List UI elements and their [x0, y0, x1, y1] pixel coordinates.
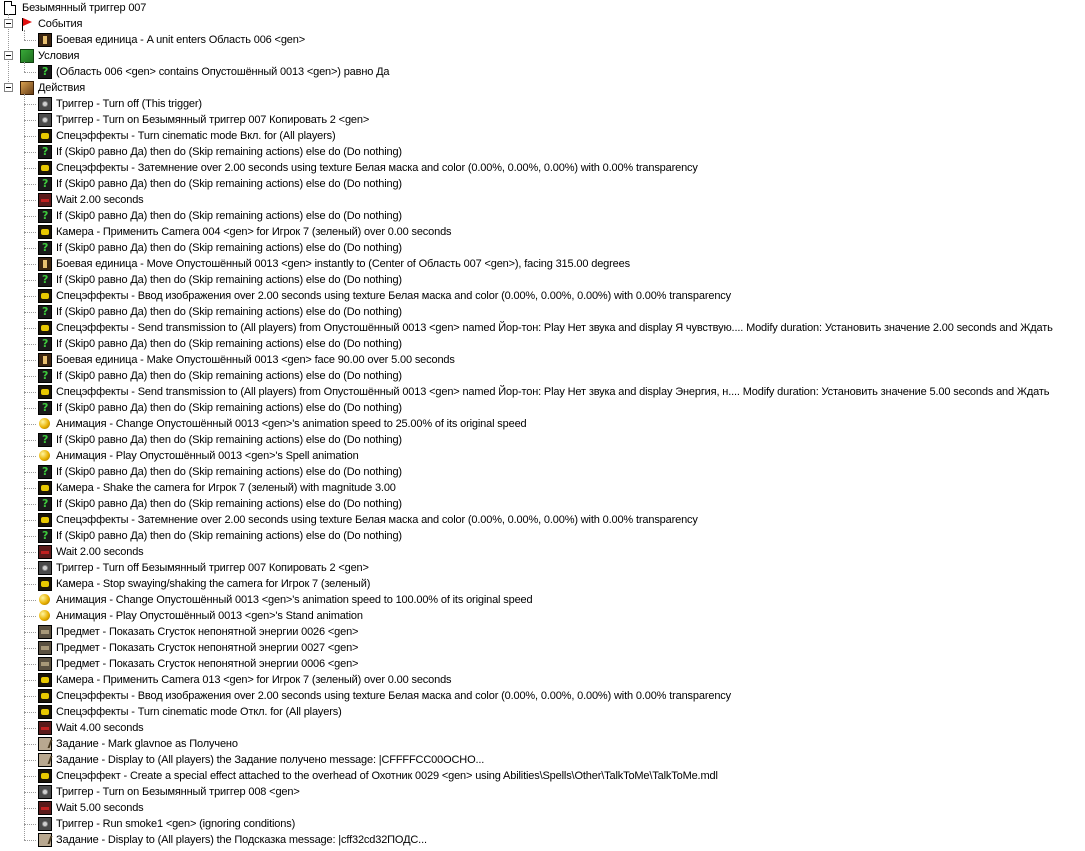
tree-connector: [24, 520, 36, 521]
actions-item-label: Задание - Display to (All players) the Подсказка message: |cff32cd32ПОДС...: [56, 834, 427, 846]
gear-icon: [38, 561, 52, 575]
camera-icon: [38, 689, 52, 703]
tree-connector: [24, 440, 36, 441]
conditions-item-label: (Область 006 <gen> contains Опустошённый 0013 <gen>) равно Да: [56, 66, 390, 78]
actions-item-label: If (Skip0 равно Да) then do (Skip remaining actions) else do (Do nothing): [56, 370, 402, 382]
question-icon: [38, 177, 52, 191]
quest-icon: [38, 737, 52, 751]
camera-icon: [38, 705, 52, 719]
actions-item-label: Задание - Mark glavnoe as Получено: [56, 738, 238, 750]
tree-connector: [24, 280, 36, 281]
tree-connector: [24, 264, 36, 265]
tree-connector: [24, 616, 36, 617]
events-item-label: Боевая единица - A unit enters Область 006 <gen>: [56, 34, 305, 46]
actions-item-label: Триггер - Run smoke1 <gen> (ignoring conditions): [56, 818, 296, 830]
tree-connector: [24, 296, 36, 297]
actions-item-label: Предмет - Показать Сгусток непонятной энергии 0026 <gen>: [56, 626, 359, 638]
tree-connector: [24, 744, 36, 745]
special-effect-icon: [38, 769, 52, 783]
tree-connector: [24, 248, 36, 249]
tree-connector: [24, 30, 25, 40]
actions-item-label: If (Skip0 равно Да) then do (Skip remaining actions) else do (Do nothing): [56, 530, 402, 542]
actions-item-label: Wait 2.00 seconds: [56, 194, 144, 206]
question-icon: [38, 209, 52, 223]
unit-icon: [38, 257, 52, 271]
wait-icon: [38, 801, 52, 815]
question-icon: [38, 497, 52, 511]
actions-item-label: Предмет - Показать Сгусток непонятной энергии 0027 <gen>: [56, 642, 359, 654]
actions-item-label: Триггер - Turn on Безымянный триггер 007 Копировать 2 <gen>: [56, 114, 370, 126]
tree-connector: [24, 168, 36, 169]
actions-item-label: If (Skip0 равно Да) then do (Skip remaining actions) else do (Do nothing): [56, 210, 402, 222]
actions-item-label: If (Skip0 равно Да) then do (Skip remaining actions) else do (Do nothing): [56, 402, 402, 414]
camera-icon: [38, 673, 52, 687]
tree-connector: [24, 408, 36, 409]
actions-item-label: Спецэффекты - Send transmission to (All players) from Опустошённый 0013 <gen> named Йор-тон: Play Нет звука and display Я чувствую.... Modify duration: Установить значение 2.00 seconds and Ждать: [56, 322, 1053, 334]
tree-connector: [24, 216, 36, 217]
tree-connector: [24, 776, 36, 777]
question-icon: [38, 241, 52, 255]
actions-item-label: If (Skip0 равно Да) then do (Skip remaining actions) else do (Do nothing): [56, 274, 402, 286]
actions-item-label: Спецэффекты - Turn cinematic mode Откл. for (All players): [56, 706, 342, 718]
camera-icon: [38, 321, 52, 335]
actions-item-label: Триггер - Turn off Безымянный триггер 007 Копировать 2 <gen>: [56, 562, 369, 574]
conditions-label: Условия: [38, 50, 80, 62]
actions-item-label: Анимация - Change Опустошённый 0013 <gen>'s animation speed to 100.00% of its original speed: [56, 594, 533, 606]
tree-connector: [24, 568, 36, 569]
question-icon: [38, 145, 52, 159]
quest-icon: [38, 753, 52, 767]
animation-icon: [38, 593, 52, 607]
tree-connector: [24, 392, 36, 393]
actions-item-label: Камера - Stop swaying/shaking the camera for Игрок 7 (зеленый): [56, 578, 371, 590]
question-icon: [38, 401, 52, 415]
camera-icon: [38, 129, 52, 143]
tree-connector: [24, 472, 36, 473]
actions-item-label: Камера - Применить Camera 013 <gen> for Игрок 7 (зеленый) over 0.00 seconds: [56, 674, 452, 686]
tree-connector: [24, 584, 36, 585]
actions-item-label: Камера - Применить Camera 004 <gen> for Игрок 7 (зеленый) over 0.00 seconds: [56, 226, 452, 238]
actions-item-label: Спецэффекты - Ввод изображения over 2.00 seconds using texture Белая маска and color (0.00%, 0.00%, 0.00%) with 0.00% transparency: [56, 290, 731, 302]
tree-connector: [24, 664, 36, 665]
tree-connector: [24, 632, 36, 633]
tree-connector: [24, 680, 36, 681]
item-icon: [38, 625, 52, 639]
tree-connector: [24, 840, 36, 841]
tree-connector: [24, 600, 36, 601]
actions-item-label: Триггер - Turn off (This trigger): [56, 98, 202, 110]
camera-icon: [38, 385, 52, 399]
actions-item-label: If (Skip0 равно Да) then do (Skip remaining actions) else do (Do nothing): [56, 338, 402, 350]
tree-connector: [24, 376, 36, 377]
document-icon: [4, 1, 16, 15]
tree-connector: [24, 536, 36, 537]
actions-item-label: If (Skip0 равно Да) then do (Skip remaining actions) else do (Do nothing): [56, 466, 402, 478]
tree-connector: [24, 152, 36, 153]
actions-item-label: Wait 2.00 seconds: [56, 546, 144, 558]
item-icon: [38, 657, 52, 671]
tree-connector: [24, 648, 36, 649]
tree-connector: [24, 104, 36, 105]
tree-connector: [24, 72, 36, 73]
events-label: События: [38, 18, 83, 30]
tree-connector: [24, 552, 36, 553]
actions-item-label: If (Skip0 равно Да) then do (Skip remaining actions) else do (Do nothing): [56, 434, 402, 446]
wait-icon: [38, 545, 52, 559]
item-icon: [38, 641, 52, 655]
tree-connector: [24, 62, 25, 72]
actions-item-label: Задание - Display to (All players) the Задание получено message: |CFFFFCC00OCHO...: [56, 754, 485, 766]
camera-icon: [38, 577, 52, 591]
tree-connector: [24, 360, 36, 361]
tree-connector: [24, 424, 36, 425]
actions-item-label: Спецэффекты - Turn cinematic mode Вкл. for (All players): [56, 130, 336, 142]
tree-connector: [24, 136, 36, 137]
tree-connector: [24, 456, 36, 457]
actions-item-label: If (Skip0 равно Да) then do (Skip remaining actions) else do (Do nothing): [56, 498, 402, 510]
collapse-conditions-toggle[interactable]: [4, 51, 13, 60]
tree-connector: [24, 488, 36, 489]
red-flag-icon: [20, 17, 34, 31]
unit-icon: [38, 353, 52, 367]
question-icon: [38, 529, 52, 543]
unit-icon: [38, 33, 52, 47]
tree-connector: [24, 712, 36, 713]
gear-icon: [38, 113, 52, 127]
actions-label: Действия: [38, 82, 85, 94]
actions-item-label: Предмет - Показать Сгусток непонятной энергии 0006 <gen>: [56, 658, 359, 670]
tree-connector: [24, 184, 36, 185]
tree-connector: [24, 344, 36, 345]
tree-connector: [24, 696, 36, 697]
collapse-events-toggle[interactable]: [4, 19, 13, 28]
actions-item-label: Спецэффект - Create a special effect attached to the overhead of Охотник 0029 <gen> using Abilities\Spells\Other\TalkToMe\TalkToMe.mdl: [56, 770, 718, 782]
tree-connector: [24, 792, 36, 793]
animation-icon: [38, 417, 52, 431]
actions-item-label: Спецэффекты - Send transmission to (All players) from Опустошённый 0013 <gen> named Йор-тон: Play Нет звука and display Энергия, н.... Modify duration: Установить значение 5.00 seconds and Ждать: [56, 386, 1050, 398]
tree-connector: [24, 312, 36, 313]
question-icon: [38, 369, 52, 383]
actions-item-label: Анимация - Change Опустошённый 0013 <gen>'s animation speed to 25.00% of its original speed: [56, 418, 527, 430]
camera-icon: [38, 289, 52, 303]
actions-item-label: If (Skip0 равно Да) then do (Skip remaining actions) else do (Do nothing): [56, 242, 402, 254]
question-icon: [38, 65, 52, 79]
camera-icon: [38, 481, 52, 495]
actions-item-label: Камера - Shake the camera for Игрок 7 (зеленый) with magnitude 3.00: [56, 482, 396, 494]
actions-item-label: If (Skip0 равно Да) then do (Skip remaining actions) else do (Do nothing): [56, 178, 402, 190]
actions-item-label: Спецэффекты - Затемнение over 2.00 seconds using texture Белая маска and color (0.00%, 0.00%, 0.00%) with 0.00% transparency: [56, 162, 698, 174]
camera-icon: [38, 161, 52, 175]
gear-icon: [38, 817, 52, 831]
quest-icon: [38, 833, 52, 847]
actions-item-label: Боевая единица - Make Опустошённый 0013 <gen> face 90.00 over 5.00 seconds: [56, 354, 455, 366]
tree-connector: [24, 808, 36, 809]
actions-item-label: Триггер - Turn on Безымянный триггер 008 <gen>: [56, 786, 300, 798]
actions-item-label: Спецэффекты - Ввод изображения over 2.00 seconds using texture Белая маска and color (0.00%, 0.00%, 0.00%) with 0.00% transparency: [56, 690, 731, 702]
question-icon: [38, 337, 52, 351]
tree-connector: [24, 232, 36, 233]
question-icon: [38, 305, 52, 319]
animation-icon: [38, 449, 52, 463]
tree-connector: [24, 200, 36, 201]
tree-connector: [24, 40, 36, 41]
wait-icon: [38, 721, 52, 735]
wait-icon: [38, 193, 52, 207]
actions-item-label: If (Skip0 равно Да) then do (Skip remaining actions) else do (Do nothing): [56, 146, 402, 158]
actions-item-label: Анимация - Play Опустошённый 0013 <gen>'s Stand animation: [56, 610, 363, 622]
gear-icon: [38, 97, 52, 111]
tree-connector: [24, 120, 36, 121]
actions-item-label: If (Skip0 равно Да) then do (Skip remaining actions) else do (Do nothing): [56, 306, 402, 318]
actions-item-label: Анимация - Play Опустошённый 0013 <gen>'s Spell animation: [56, 450, 359, 462]
actions-item-label: Спецэффекты - Затемнение over 2.00 seconds using texture Белая маска and color (0.00%, 0.00%, 0.00%) with 0.00% transparency: [56, 514, 698, 526]
condition-icon: [20, 49, 34, 63]
animation-icon: [38, 609, 52, 623]
question-icon: [38, 273, 52, 287]
camera-icon: [38, 225, 52, 239]
gear-icon: [38, 785, 52, 799]
tree-connector: [24, 504, 36, 505]
tree-connector: [24, 824, 36, 825]
trigger-name: Безымянный триггер 007: [22, 2, 147, 14]
actions-item-label: Wait 5.00 seconds: [56, 802, 144, 814]
actions-item-label: Боевая единица - Move Опустошённый 0013 <gen> instantly to (Center of Область 007 <gen>), facing 315.00 degrees: [56, 258, 630, 270]
tree-connector: [24, 328, 36, 329]
camera-icon: [38, 513, 52, 527]
question-icon: [38, 433, 52, 447]
tree-connector: [24, 760, 36, 761]
tree-connector: [24, 728, 36, 729]
clapper-icon: [20, 81, 34, 95]
question-icon: [38, 465, 52, 479]
collapse-actions-toggle[interactable]: [4, 83, 13, 92]
actions-item-label: Wait 4.00 seconds: [56, 722, 144, 734]
